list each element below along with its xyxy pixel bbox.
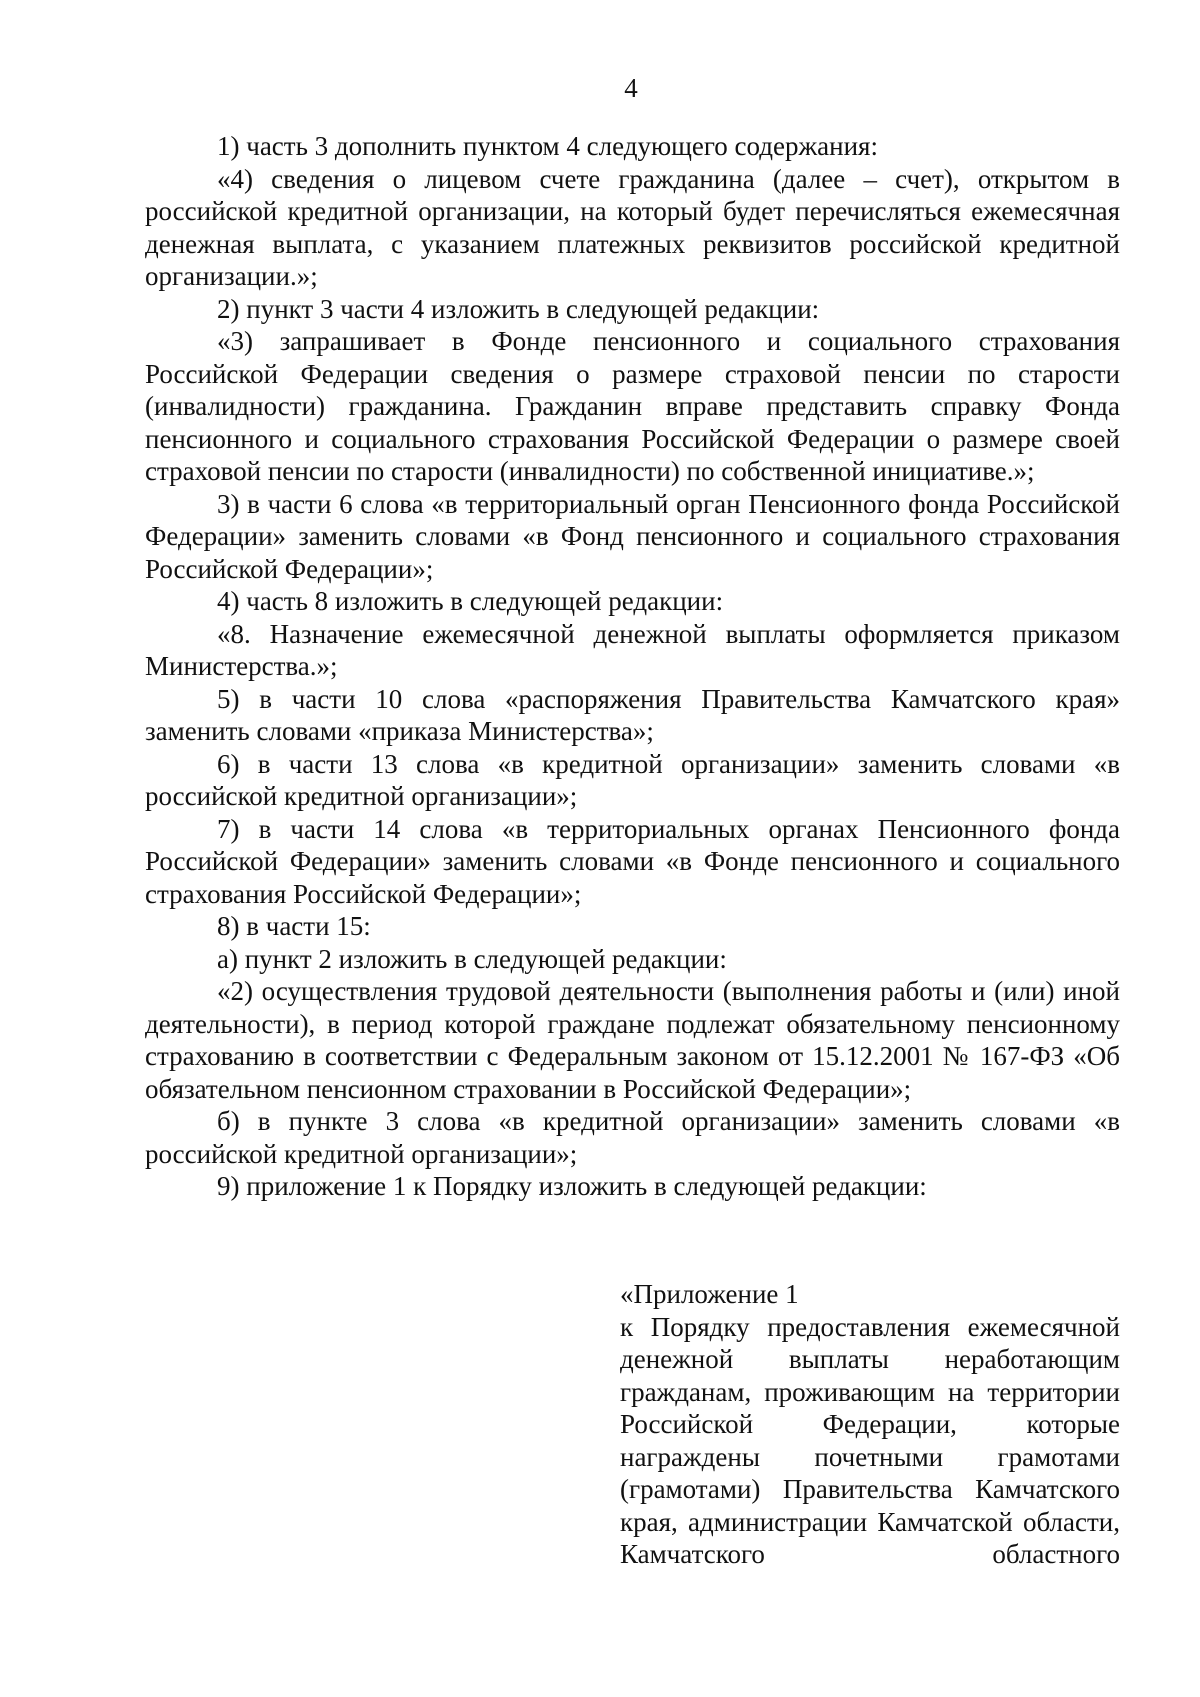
paragraph-item-5: 5) в части 10 слова «распоряжения Правительства Камчатского края» заменить словами «приказа Министерства»;	[145, 683, 1120, 746]
paragraph-item-3: 3) в части 6 слова «в территориальный орган Пенсионного фонда Российской Федерации» заменить словами «в Фонд пенсионного и социального страхования Российской Федерации»;	[145, 488, 1120, 584]
paragraph-item-1: 1) часть 3 дополнить пунктом 4 следующего содержания:	[217, 131, 878, 161]
appendix-header	[620, 1278, 1120, 1571]
paragraph-item-6: 6) в части 13 слова «в кредитной организации» заменить словами «в российской кредитной организации»;	[145, 748, 1120, 811]
paragraph-item-4: 4) часть 8 изложить в следующей редакции:	[217, 586, 724, 616]
paragraph-item-4-quote: «8. Назначение ежемесячной денежной выплаты оформляется приказом Министерства.»;	[145, 618, 1120, 681]
document-body	[145, 130, 1120, 1203]
paragraph-item-2-quote: «3) запрашивает в Фонде пенсионного и социального страхования Российской Федерации сведения о размере страховой пенсии по старости (инвалидности) гражданина. Гражданин вправе представить справку Фонда пенсионного и социального страхования Российской Федерации о размере своей страховой пенсии по старости (инвалидности) по собственной инициативе.»;	[145, 326, 1120, 486]
paragraph-item-8b: б) в пункте 3 слова «в кредитной организации» заменить словами «в российской кредитной организации»;	[145, 1106, 1120, 1169]
paragraph-item-9: 9) приложение 1 к Порядку изложить в следующей редакции:	[217, 1171, 927, 1201]
page-number: 4	[624, 73, 638, 103]
appendix-title: «Приложение 1	[620, 1279, 799, 1309]
paragraph-item-8a: а) пункт 2 изложить в следующей редакции:	[217, 943, 727, 974]
appendix-text: к Порядку предоставления ежемесячной денежной выплаты неработающим гражданам, проживающим на территории Российской Федерации, которые награждены почетными грамотами (грамотами) Правительства Камчатского края, администрации Камчатской области, Камчатского областного	[620, 1311, 1120, 1569]
paragraph-item-8: 8) в части 15:	[217, 911, 371, 941]
paragraph-item-7: 7) в части 14 слова «в территориальных органах Пенсионного фонда Российской Федерации» заменить словами «в Фонде пенсионного и социального страхования Российской Федерации»;	[145, 813, 1120, 909]
paragraph-item-8a-quote: «2) осуществления трудовой деятельности (выполнения работы и (или) иной деятельности), в период которой граждане подлежат обязательному пенсионному страхованию в соответствии с Федеральным законом от 15.12.2001 № 167-ФЗ «Об обязательном пенсионном страховании в Российской Федерации»;	[145, 976, 1120, 1104]
paragraph-item-1-quote: «4) сведения о лицевом счете гражданина (далее – счет), открытом в российской кредитной организации, на который будет перечисляться ежемесячная денежная выплата, с указанием платежных реквизитов российской кредитной организации.»;	[145, 163, 1120, 291]
paragraph-item-2: 2) пункт 3 части 4 изложить в следующей редакции:	[217, 293, 820, 324]
